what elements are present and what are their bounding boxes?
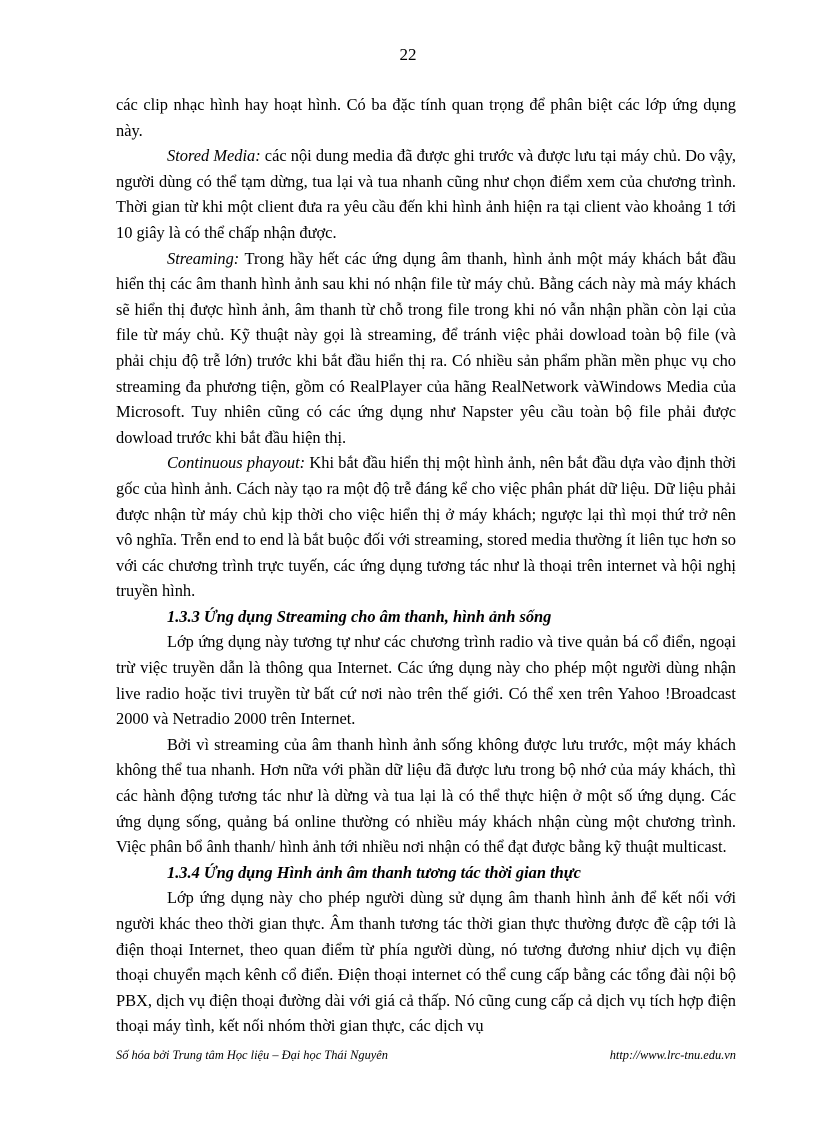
section-heading-1-3-3: 1.3.3 Ứng dụng Streaming cho âm thanh, hình ảnh sống: [167, 606, 552, 626]
paragraph: Lớp ứng dụng này tương tự như các chương trình radio và tive quản bá cổ điển, ngoại trừ việc truyền dẫn là thông qua Internet. Các ứng dụng này cho phép một người dùng nhận live radio hoặc tivi truyền từ bất cứ nơi nào trên thế giới. Có thể xen trên Yahoo !Broadcast 2000 và Netradio 2000 trên Internet.: [116, 632, 736, 729]
term-continuous-playout: Continuous phayout:: [167, 453, 306, 473]
page-number: 22: [399, 45, 417, 64]
paragraph-text: Trong hầy hết các ứng dụng âm thanh, hình ảnh một máy khách bắt đầu hiển thị các âm thanh hình ảnh sau khi nó nhận file từ máy chủ. Bằng cách này mà máy khách sẽ hiển thị được hình ảnh, âm thanh từ chỗ trong file trong khi nó vẫn nhận phần còn lại của file từ máy chủ. Kỹ thuật này gọi là streaming, để tránh việc phải dowload toàn bộ file (và phải chịu độ trễ lớn) trước khi bắt đầu hiển thị ra. Có nhiều sản phẩm phần mền phục vụ cho streaming đa phương tiện, gồm có RealPlayer của hãng RealNetwork vàWindows Media của Microsoft. Tuy nhiên cũng có các ứng dụng như Napster yêu cầu toàn bộ file phải được dowload trước khi bắt đầu hiện thị.: [116, 248, 736, 447]
paragraph-continuous-playout: [116, 450, 736, 604]
document-body: [116, 92, 736, 1039]
term-stored-media: Stored Media:: [167, 146, 261, 166]
paragraph-streaming: [116, 246, 736, 451]
section-heading-1-3-4: 1.3.4 Ứng dụng Hình ảnh âm thanh tương tác thời gian thực: [167, 862, 581, 882]
footer-source: Số hóa bởi Trung tâm Học liệu – Đại học Thái Nguyên: [116, 1048, 388, 1062]
paragraph: Lớp ứng dụng này cho phép người dùng sử dụng âm thanh hình ảnh để kết nối với người khác theo thời gian thực. Âm thanh tương tác thời gian thực thường được đề cập tới là điện thoại Internet, theo quan điểm từ phía người dùng, nó tương đương nhiư dịch vụ điện thoại chuyển mạch kênh cổ điển. Điện thoại internet có thể cung cấp bằng các tổng đài nội bộ PBX, dịch vụ điện thoại đường dài với giá cả thấp. Nó cũng cung cấp cả dịch vụ tích hợp điện thoại máy tình, kết nối nhóm thời gian thực, các dịch vụ: [116, 888, 736, 1036]
paragraph-stored-media: [116, 143, 736, 245]
paragraph-text: các nội dung media đã được ghi trước và được lưu tại máy chủ. Do vậy, người dùng có thể tạm dừng, tua lại và tua nhanh cũng như chọn điểm xem của chương trình. Thời gian từ khi một client đưa ra yêu cầu đến khi hình ảnh hiện ra tại client vào khoảng 1 tới 10 giây là có thể chấp nhận được.: [116, 146, 736, 242]
footer-url: http://www.lrc-tnu.edu.vn: [609, 1048, 736, 1062]
term-streaming: Streaming:: [167, 248, 240, 268]
paragraph: Bởi vì streaming của âm thanh hình ảnh sống không được lưu trước, một máy khách không thể tua nhanh. Hơn nữa với phần dữ liệu đã được lưu trong bộ nhớ của máy khách, thì các hành động tương tác như là dừng và tua lại là có thể thực hiện ở một số ứng dụng. Các ứng dụng sống, quảng bá online thường có nhiều máy khách nhận cùng một chương trình. Việc phân bổ ânh thanh/ hình ảnh tới nhiều nơi nhận có thể đạt được bằng kỹ thuật multicast.: [116, 734, 736, 857]
paragraph-text: Khi bắt đầu hiển thị một hình ảnh, nên bắt đầu dựa vào định thời gốc của hình ảnh. Cách này tạo ra một độ trễ đáng kể cho việc phân phát dữ liệu. Dữ liệu phải được nhận từ máy chủ kịp thời cho việc hiển thị ở máy khách; ngược lại thì mọi thứ trở nên vô nghĩa. Trễn end to end là bắt buộc đối với streaming, stored media thường ít liên tục hơn so với các chương trình trực tuyến, các ứng dụng tương tác như là thoại trên internet và hội nghị truyền hình.: [116, 453, 736, 601]
paragraph: các clip nhạc hình hay hoạt hình. Có ba đặc tính quan trọng để phân biệt các lớp ứng dụng này.: [116, 95, 736, 140]
